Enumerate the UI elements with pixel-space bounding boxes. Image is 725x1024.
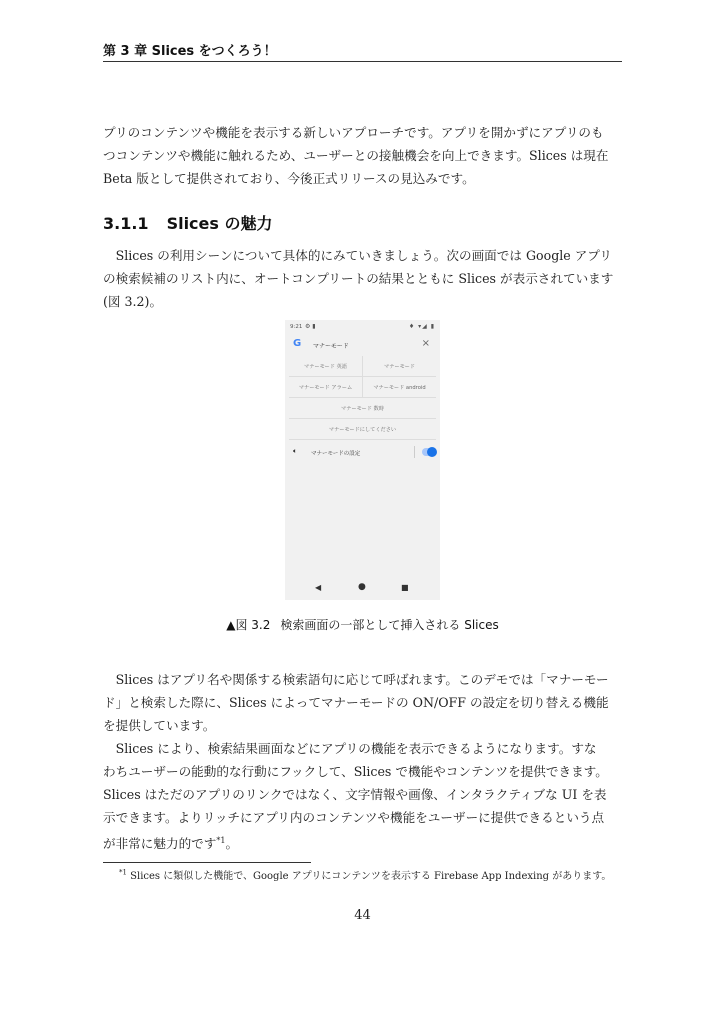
text-run: が非常に魅力的です: [103, 836, 217, 852]
suggestion-row: [289, 356, 436, 377]
running-head: [103, 40, 622, 66]
figure-number: ▲図 3.2: [226, 618, 271, 632]
toggle-knob: [427, 447, 437, 457]
footnote-ref[interactable]: *1: [216, 836, 226, 845]
suggestion-chip[interactable]: マナーモード 数時: [341, 405, 384, 412]
figure-caption: [0, 616, 725, 633]
home-icon[interactable]: ●: [358, 582, 366, 592]
settings-icon: ⚙ ▮: [305, 323, 316, 330]
volume-icon: 🔈︎: [293, 447, 298, 455]
page-number: 44: [354, 908, 371, 923]
suggestion-row: [289, 398, 436, 419]
text-line: (図 3.2)。: [103, 294, 163, 309]
search-input[interactable]: マナーモード: [313, 343, 349, 350]
suggestion-row: [289, 419, 436, 440]
header-rule: [103, 61, 622, 62]
suggestion-list: [289, 356, 436, 440]
text-line: プリのコンテンツや機能を表示する新しいアプローチです。アプリを開かずにアプリのも: [103, 125, 604, 140]
navigation-bar: [285, 578, 440, 600]
text-line: Slices により、検索結果画面などにアプリの機能を表示できるようになります。すな: [103, 741, 597, 756]
suggestion-row: [289, 377, 436, 398]
slice-label: マナーモードの設定: [311, 451, 361, 457]
section-paragraph: [103, 244, 622, 313]
section-heading: [103, 211, 273, 234]
status-bar: [285, 320, 440, 334]
text-line: わちユーザーの能動的な行動にフックして、Slices で機能やコンテンツを提供できます。: [103, 764, 608, 779]
text-line: Slices はアプリ名や関係する検索語句に応じて呼ばれます。このデモでは「マナーモー: [103, 672, 609, 687]
suggestion-chip[interactable]: マナーモードにしてください: [328, 426, 397, 433]
text-line: [103, 829, 622, 855]
text-line: 示できます。よりリッチにアプリ内のコンテンツや機能をユーザーに提供できるという点: [103, 810, 605, 825]
text-run: 。: [225, 836, 239, 852]
text-line: Slices はただのアプリのリンクではなく、文字情報や画像、インタラクティブな UI を表: [103, 787, 607, 802]
search-bar[interactable]: [289, 336, 436, 354]
figure-caption-text: 検索画面の一部として挿入される Slices: [280, 618, 499, 632]
suggestion-chip[interactable]: マナーモード android: [362, 377, 436, 397]
footnote-marker: *1: [119, 868, 127, 877]
phone-screenshot: [285, 320, 440, 600]
section-number: 3.1.1: [103, 214, 149, 233]
close-icon[interactable]: ×: [421, 338, 430, 349]
text-line: の検索候補のリスト内に、オートコンプリートの結果とともに Slices が表示されています: [103, 271, 614, 286]
text-line: を提供しています。: [103, 718, 216, 733]
google-logo-icon: G: [293, 338, 302, 349]
slice-manner-mode[interactable]: [289, 444, 436, 460]
intro-paragraph: [103, 121, 622, 190]
body-paragraph: [103, 668, 622, 855]
text-line: ド」と検索した際に、Slices によってマナーモードの ON/OFF の設定を切り替える機能: [103, 695, 609, 710]
suggestion-chip[interactable]: マナーモード アラーム: [298, 384, 353, 391]
suggestion-chip[interactable]: マナーモード 英語: [304, 363, 347, 370]
divider: [414, 446, 415, 458]
suggestion-chip[interactable]: マナーモード: [362, 356, 436, 376]
footnote: [119, 867, 611, 882]
status-time: 9:21: [290, 324, 303, 330]
section-title: Slices の魅力: [166, 214, 273, 233]
text-line: つコンテンツや機能に触れるため、ユーザーとの接触機会を向上できます。Slices は現在: [103, 148, 609, 163]
text-line: Slices の利用シーンについて具体的にみていきましょう。次の画面では Google アプリ: [103, 248, 613, 263]
running-head-title: 第 3 章 Slices をつくろう！: [103, 44, 277, 59]
back-icon[interactable]: ◀: [315, 583, 322, 592]
signal-battery-icon: ♦ ▾◢ ▮: [408, 323, 435, 330]
text-line: Beta 版として提供されており、今後正式リリースの見込みです。: [103, 171, 475, 186]
recents-icon[interactable]: ■: [401, 583, 409, 592]
manner-mode-toggle[interactable]: [422, 448, 436, 456]
footnote-text: Slices に類似した機能で、Google アプリにコンテンツを表示する Firebase App Indexing があります。: [126, 871, 612, 882]
footnote-rule: [103, 862, 311, 863]
